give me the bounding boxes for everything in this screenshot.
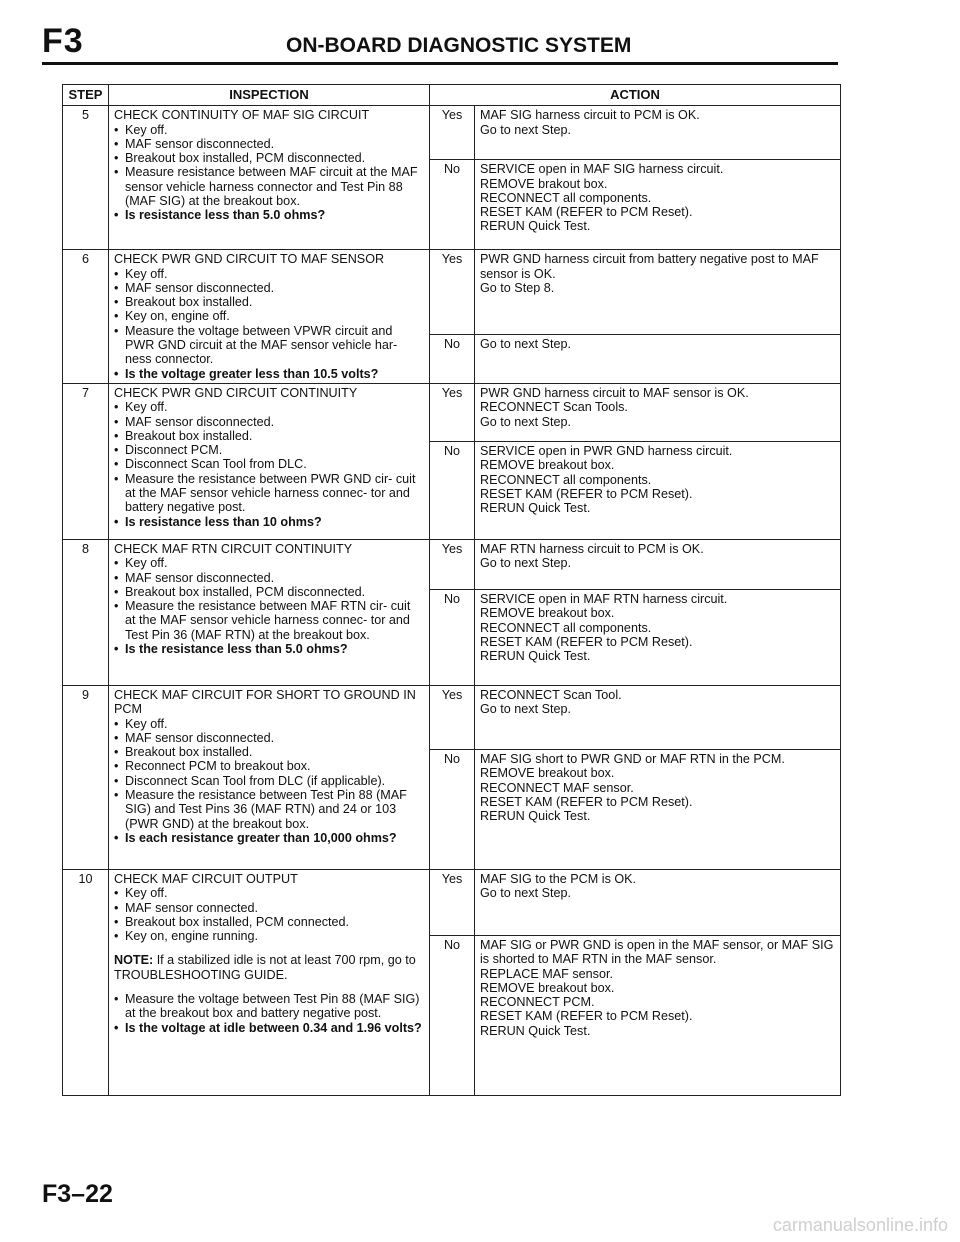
inspection-step: • MAF sensor disconnected. — [114, 281, 424, 295]
inspection-title: CHECK MAF CIRCUIT FOR SHORT TO GROUND IN PCM — [114, 687, 416, 717]
inspection-step: • Measure the resistance between Test Pin 88 (MAF SIG) and Test Pins 36 (MAF RTN) and 24 or 103 (PWR GND) at the breakout box. — [114, 788, 424, 831]
no-action — [475, 935, 841, 1095]
table-row — [63, 250, 841, 335]
inspection-step: • Breakout box installed, PCM connected. — [114, 915, 424, 929]
inspection-step: • Breakout box installed, PCM disconnected. — [114, 151, 424, 165]
action-line: PWR GND harness circuit from battery negative post to MAF sensor is OK. — [480, 252, 819, 281]
action-line: RESET KAM (REFER to PCM Reset). — [480, 205, 693, 220]
no-action — [475, 441, 841, 539]
diagnostic-table — [62, 84, 841, 1096]
inspection-question: • Is the resistance less than 5.0 ohms? — [114, 642, 424, 656]
no-label: No — [430, 935, 475, 1095]
yes-label: Yes — [430, 685, 475, 749]
note-label: NOTE: — [114, 953, 154, 968]
inspection-question: • Is the voltage greater less than 10.5 volts? — [114, 367, 424, 381]
page-title: ON-BOARD DIAGNOSTIC SYSTEM — [286, 34, 632, 57]
inspection-title: CHECK CONTINUITY OF MAF SIG CIRCUIT — [114, 108, 370, 123]
action-line: Go to next Step. — [480, 702, 572, 717]
action-line: SERVICE open in PWR GND harness circuit. — [480, 443, 733, 458]
action-line: RESET KAM (REFER to PCM Reset). — [480, 1009, 693, 1024]
inspection-step: • Key off. — [114, 886, 424, 900]
inspection-title: CHECK MAF RTN CIRCUIT CONTINUITY — [114, 541, 353, 556]
inspection-step: • Reconnect PCM to breakout box. — [114, 759, 424, 773]
inspection-title: CHECK PWR GND CIRCUIT TO MAF SENSOR — [114, 252, 385, 267]
inspection-step: • Breakout box installed, PCM disconnected. — [114, 585, 424, 599]
column-header-action: ACTION — [430, 85, 841, 106]
action-line: SERVICE open in MAF RTN harness circuit. — [480, 591, 728, 606]
table-row — [63, 539, 841, 589]
watermark-text: carmanualsonline.info — [772, 1215, 948, 1235]
table-body — [63, 106, 841, 1096]
inspection-step: • MAF sensor connected. — [114, 901, 424, 915]
inspection-step: • Measure the voltage between Test Pin 88 (MAF SIG) at the breakout box and battery negative post. — [114, 992, 424, 1021]
table-row — [63, 383, 841, 441]
inspection-question: • Is each resistance greater than 10,000 ohms? — [114, 831, 424, 845]
action-line: RECONNECT all components. — [480, 620, 652, 635]
step-number: 5 — [63, 106, 109, 250]
action-line: SERVICE open in MAF SIG harness circuit. — [480, 162, 724, 177]
inspection-step: • Breakout box installed. — [114, 295, 424, 309]
action-line: RESET KAM (REFER to PCM Reset). — [480, 634, 693, 649]
inspection-steps — [114, 886, 424, 943]
yes-label: Yes — [430, 106, 475, 160]
no-action — [475, 749, 841, 869]
yes-action — [475, 383, 841, 441]
inspection-cell — [109, 869, 430, 1095]
action-line: MAF SIG to the PCM is OK. — [480, 871, 637, 886]
action-line: Go to next Step. — [480, 556, 572, 571]
action-line: RECONNECT all components. — [480, 190, 652, 205]
no-label: No — [430, 749, 475, 869]
yes-action — [475, 869, 841, 935]
action-line: Go to next Step. — [480, 122, 572, 137]
table-row — [63, 685, 841, 749]
action-line: REMOVE breakout box. — [480, 980, 615, 995]
inspection-step: • Disconnect Scan Tool from DLC. — [114, 457, 424, 471]
inspection-steps — [114, 400, 424, 529]
action-line: RERUN Quick Test. — [480, 501, 591, 516]
note — [114, 953, 424, 982]
page-number: F3–22 — [42, 1180, 113, 1208]
action-line: RECONNECT PCM. — [480, 995, 595, 1010]
inspection-steps — [114, 992, 424, 1035]
inspection-step: • Disconnect PCM. — [114, 443, 424, 457]
inspection-steps — [114, 717, 424, 846]
no-label: No — [430, 335, 475, 384]
yes-label: Yes — [430, 539, 475, 589]
yes-action — [475, 106, 841, 160]
yes-action — [475, 250, 841, 335]
inspection-step: • Disconnect Scan Tool from DLC (if applicable). — [114, 774, 424, 788]
inspection-step: • Key off. — [114, 717, 424, 731]
no-label: No — [430, 589, 475, 685]
action-line: RECONNECT MAF sensor. — [480, 780, 634, 795]
action-line: RESET KAM (REFER to PCM Reset). — [480, 794, 693, 809]
action-line: REMOVE brakout box. — [480, 176, 608, 191]
inspection-step: • Measure the voltage between VPWR circuit and PWR GND circuit at the MAF sensor vehicle har- ness connector. — [114, 324, 424, 367]
inspection-step: • MAF sensor disconnected. — [114, 571, 424, 585]
yes-action — [475, 685, 841, 749]
step-number: 9 — [63, 685, 109, 869]
yes-action — [475, 539, 841, 589]
inspection-steps — [114, 267, 424, 381]
no-action — [475, 160, 841, 250]
inspection-cell — [109, 106, 430, 250]
inspection-step: • Measure the resistance between PWR GND cir- cuit at the MAF sensor vehicle harness connec- tor and battery negative post. — [114, 472, 424, 515]
inspection-step: • MAF sensor disconnected. — [114, 415, 424, 429]
action-line: RERUN Quick Test. — [480, 219, 591, 234]
action-line: REMOVE breakout box. — [480, 766, 615, 781]
action-line: RESET KAM (REFER to PCM Reset). — [480, 486, 693, 501]
action-line: REMOVE breakout box. — [480, 606, 615, 621]
inspection-step: • Breakout box installed. — [114, 429, 424, 443]
inspection-step: • MAF sensor disconnected. — [114, 731, 424, 745]
inspection-title: CHECK MAF CIRCUIT OUTPUT — [114, 871, 298, 886]
inspection-step: • Key off. — [114, 267, 424, 281]
inspection-cell — [109, 685, 430, 869]
column-header-inspection: INSPECTION — [109, 85, 430, 106]
action-line: MAF SIG short to PWR GND or MAF RTN in the PCM. — [480, 751, 785, 766]
inspection-step: • Key off. — [114, 123, 424, 137]
inspection-step: • Measure the resistance between MAF RTN cir- cuit at the MAF sensor vehicle harness connec- tor and Test Pin 36 (MAF RTN) at the breakout box. — [114, 599, 424, 642]
inspection-step: • MAF sensor disconnected. — [114, 137, 424, 151]
action-line: RECONNECT Scan Tool. — [480, 687, 622, 702]
action-line: Go to next Step. — [480, 414, 572, 429]
inspection-step: • Key off. — [114, 556, 424, 570]
inspection-step: • Key off. — [114, 400, 424, 414]
no-action — [475, 335, 841, 384]
action-line: MAF SIG harness circuit to PCM is OK. — [480, 108, 700, 123]
inspection-steps — [114, 123, 424, 223]
inspection-step: • Key on, engine running. — [114, 929, 424, 943]
table-header-row — [63, 85, 841, 106]
table-row — [63, 106, 841, 160]
action-line: RERUN Quick Test. — [480, 649, 591, 664]
inspection-cell — [109, 250, 430, 384]
note-text: If a stabilized idle is not at least 700 rpm, go to TROUBLESHOOTING GUIDE. — [114, 953, 416, 982]
section-id: F3 — [42, 22, 84, 60]
inspection-step: • Key on, engine off. — [114, 309, 424, 323]
column-header-step: STEP — [63, 85, 109, 106]
inspection-title: CHECK PWR GND CIRCUIT CONTINUITY — [114, 385, 358, 400]
action-line: RERUN Quick Test. — [480, 809, 591, 824]
inspection-step: • Breakout box installed. — [114, 745, 424, 759]
action-line: Go to next Step. — [480, 337, 572, 352]
inspection-question: • Is resistance less than 5.0 ohms? — [114, 208, 424, 222]
yes-label: Yes — [430, 869, 475, 935]
page-header — [42, 22, 838, 65]
action-line: RECONNECT Scan Tools. — [480, 400, 628, 415]
action-line: MAF RTN harness circuit to PCM is OK. — [480, 541, 704, 556]
action-line: MAF SIG or PWR GND is open in the MAF sensor, or MAF SIG is shorted to MAF RTN in the MAF sensor. — [480, 937, 834, 967]
inspection-step: • Measure resistance between MAF circuit at the MAF sensor vehicle harness connector and Test Pin 88 (MAF SIG) at the breakout box. — [114, 165, 424, 208]
inspection-cell — [109, 539, 430, 685]
action-line: REMOVE breakout box. — [480, 458, 615, 473]
step-number: 6 — [63, 250, 109, 384]
no-action — [475, 589, 841, 685]
action-line: RERUN Quick Test. — [480, 1023, 591, 1038]
no-label: No — [430, 441, 475, 539]
step-number: 8 — [63, 539, 109, 685]
inspection-question: • Is the voltage at idle between 0.34 and 1.96 volts? — [114, 1021, 424, 1035]
no-label: No — [430, 160, 475, 250]
action-line: Go to Step 8. — [480, 280, 555, 295]
yes-label: Yes — [430, 250, 475, 335]
table-row — [63, 869, 841, 935]
inspection-question: • Is resistance less than 10 ohms? — [114, 515, 424, 529]
yes-label: Yes — [430, 383, 475, 441]
inspection-steps — [114, 556, 424, 656]
inspection-cell — [109, 383, 430, 539]
action-line: PWR GND harness circuit to MAF sensor is OK. — [480, 385, 749, 400]
action-line: Go to next Step. — [480, 886, 572, 901]
step-number: 7 — [63, 383, 109, 539]
step-number: 10 — [63, 869, 109, 1095]
action-line: REPLACE MAF sensor. — [480, 966, 613, 981]
action-line: RECONNECT all components. — [480, 472, 652, 487]
